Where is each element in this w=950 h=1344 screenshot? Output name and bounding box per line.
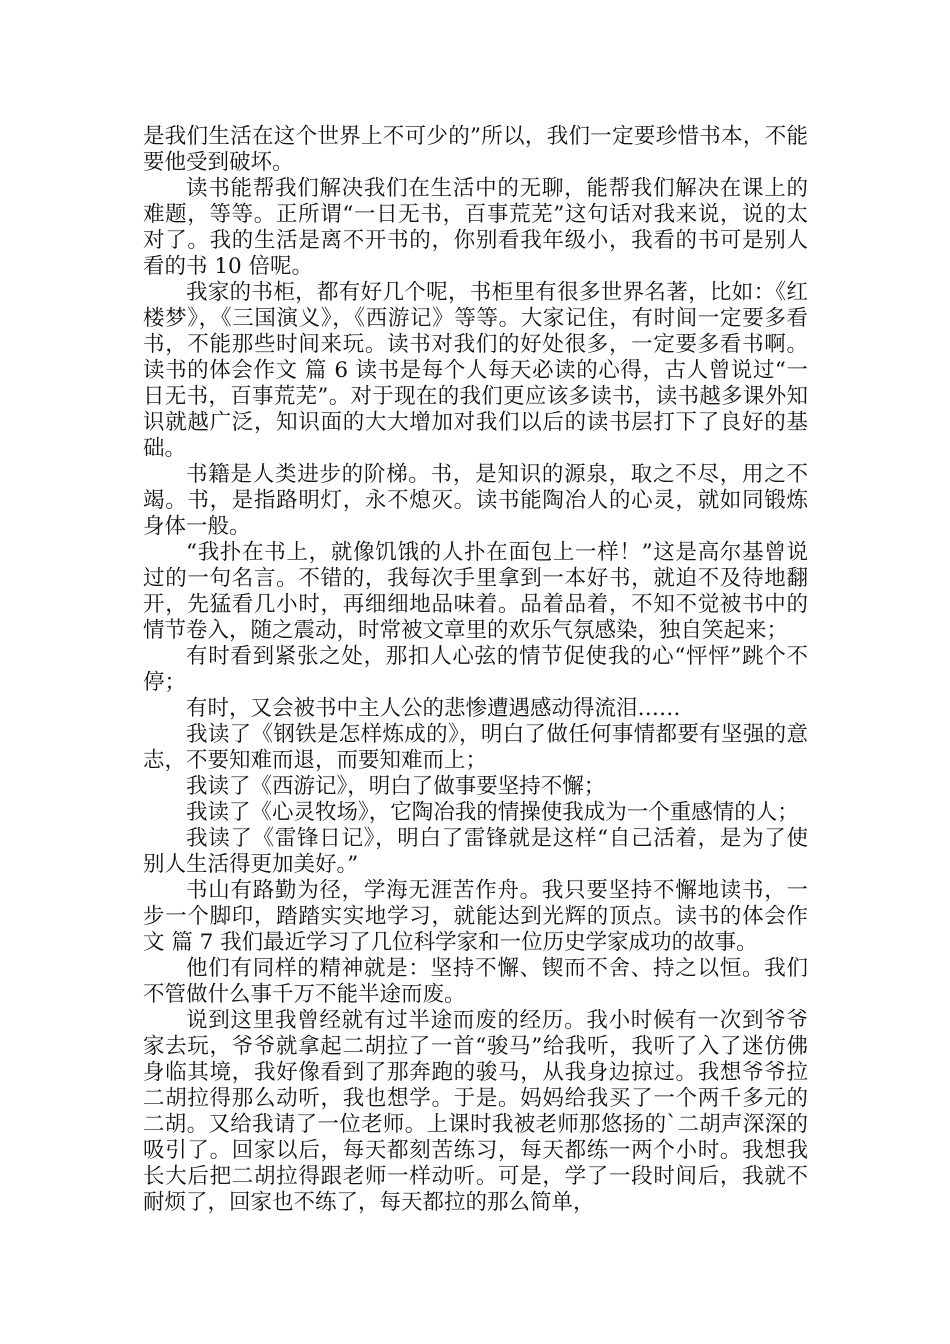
article-body — [143, 124, 808, 1216]
paragraph: 书山有路勤为径，学海无涯苦作舟。我只要坚持不懈地读书，一步一个脚印，踏踏实实地学习，就能达到光辉的顶点。读书的体会作文 篇 7 我们最近学习了几位科学家和一位历史学家成功的故事。 — [143, 878, 808, 955]
paragraph: 我读了《心灵牧场》，它陶冶我的情操使我成为一个重感情的人； — [186, 800, 799, 825]
paragraph: “我扑在书上，就像饥饿的人扑在面包上一样！”这是高尔基曾说过的一句名言。不错的，我每次手里拿到一本好书，就迫不及待地翻开，先猛看几小时，再细细地品味着。品着品着，不知不觉被书中的情节卷入，随之震动，时常被文章里的欢乐气氛感染，独自笑起来； — [143, 540, 808, 643]
paragraph: 有时看到紧张之处，那扣人心弦的情节促使我的心“怦怦”跳个不停； — [143, 644, 808, 695]
paragraph: 我读了《西游记》，明白了做事要坚持不懈； — [186, 774, 606, 799]
paragraph-continuation: 是我们生活在这个世界上不可少的”所以，我们一定要珍惜书本，不能要他受到破坏。 — [143, 124, 808, 175]
paragraph: 我读了《钢铁是怎样炼成的》，明白了做任何事情都要有坚强的意志，不要知难而退，而要知难而上； — [143, 722, 808, 773]
paragraph: 我家的书柜，都有好几个呢，书柜里有很多世界名著，比如：《红楼梦》，《三国演义》，《西游记》等等。大家记住，有时间一定要多看书，不能那些时间来玩。读书对我们的好处很多，一定要多看书啊。读书的体会作文 篇 6 读书是每个人每天必读的心得，古人曾说过“一日无书，百事荒芜”。对于现在的我们更应该多读书，读书越多课外知识就越广泛，知识面的大大增加对我们以后的读书层打下了良好的基础。 — [143, 280, 808, 461]
paragraph: 说到这里我曾经就有过半途而废的经历。我小时候有一次到爷爷家去玩，爷爷就拿起二胡拉了一首“骏马”给我听，我听了入了迷仿佛身临其境，我好像看到了那奔跑的骏马，从我身边掠过。我想爷爷拉二胡拉得那么动听，我也想学。于是。妈妈给我买了一个两千多元的二胡。又给我请了一位老师。上课时我被老师那悠扬的`二胡声深深的吸引了。回家以后，每天都刻苦练习，每天都练一两个小时。我想我长大后把二胡拉得跟老师一样动听。可是，学了一段时间后，我就不耐烦了，回家也不练了，每天都拉的那么简单， — [143, 1008, 808, 1215]
paragraph: 有时，又会被书中主人公的悲惨遭遇感动得流泪…… — [186, 696, 681, 721]
paragraph: 读书能帮我们解决我们在生活中的无聊，能帮我们解决在课上的难题，等等。正所谓“一日无书，百事荒芜”这句话对我来说，说的太对了。我的生活是离不开书的，你别看我年级小，我看的书可是别人看的书 10 倍呢。 — [143, 176, 808, 279]
paragraph: 书籍是人类进步的阶梯。书，是知识的源泉，取之不尽，用之不竭。书，是指路明灯，永不熄灭。读书能陶冶人的心灵，就如同锻炼身体一般。 — [143, 462, 808, 539]
paragraph: 我读了《雷锋日记》，明白了雷锋就是这样“自己活着，是为了使别人生活得更加美好。” — [143, 826, 808, 877]
paragraph: 他们有同样的精神就是：坚持不懈、锲而不舍、持之以恒。我们不管做什么事千万不能半途而废。 — [143, 956, 808, 1007]
